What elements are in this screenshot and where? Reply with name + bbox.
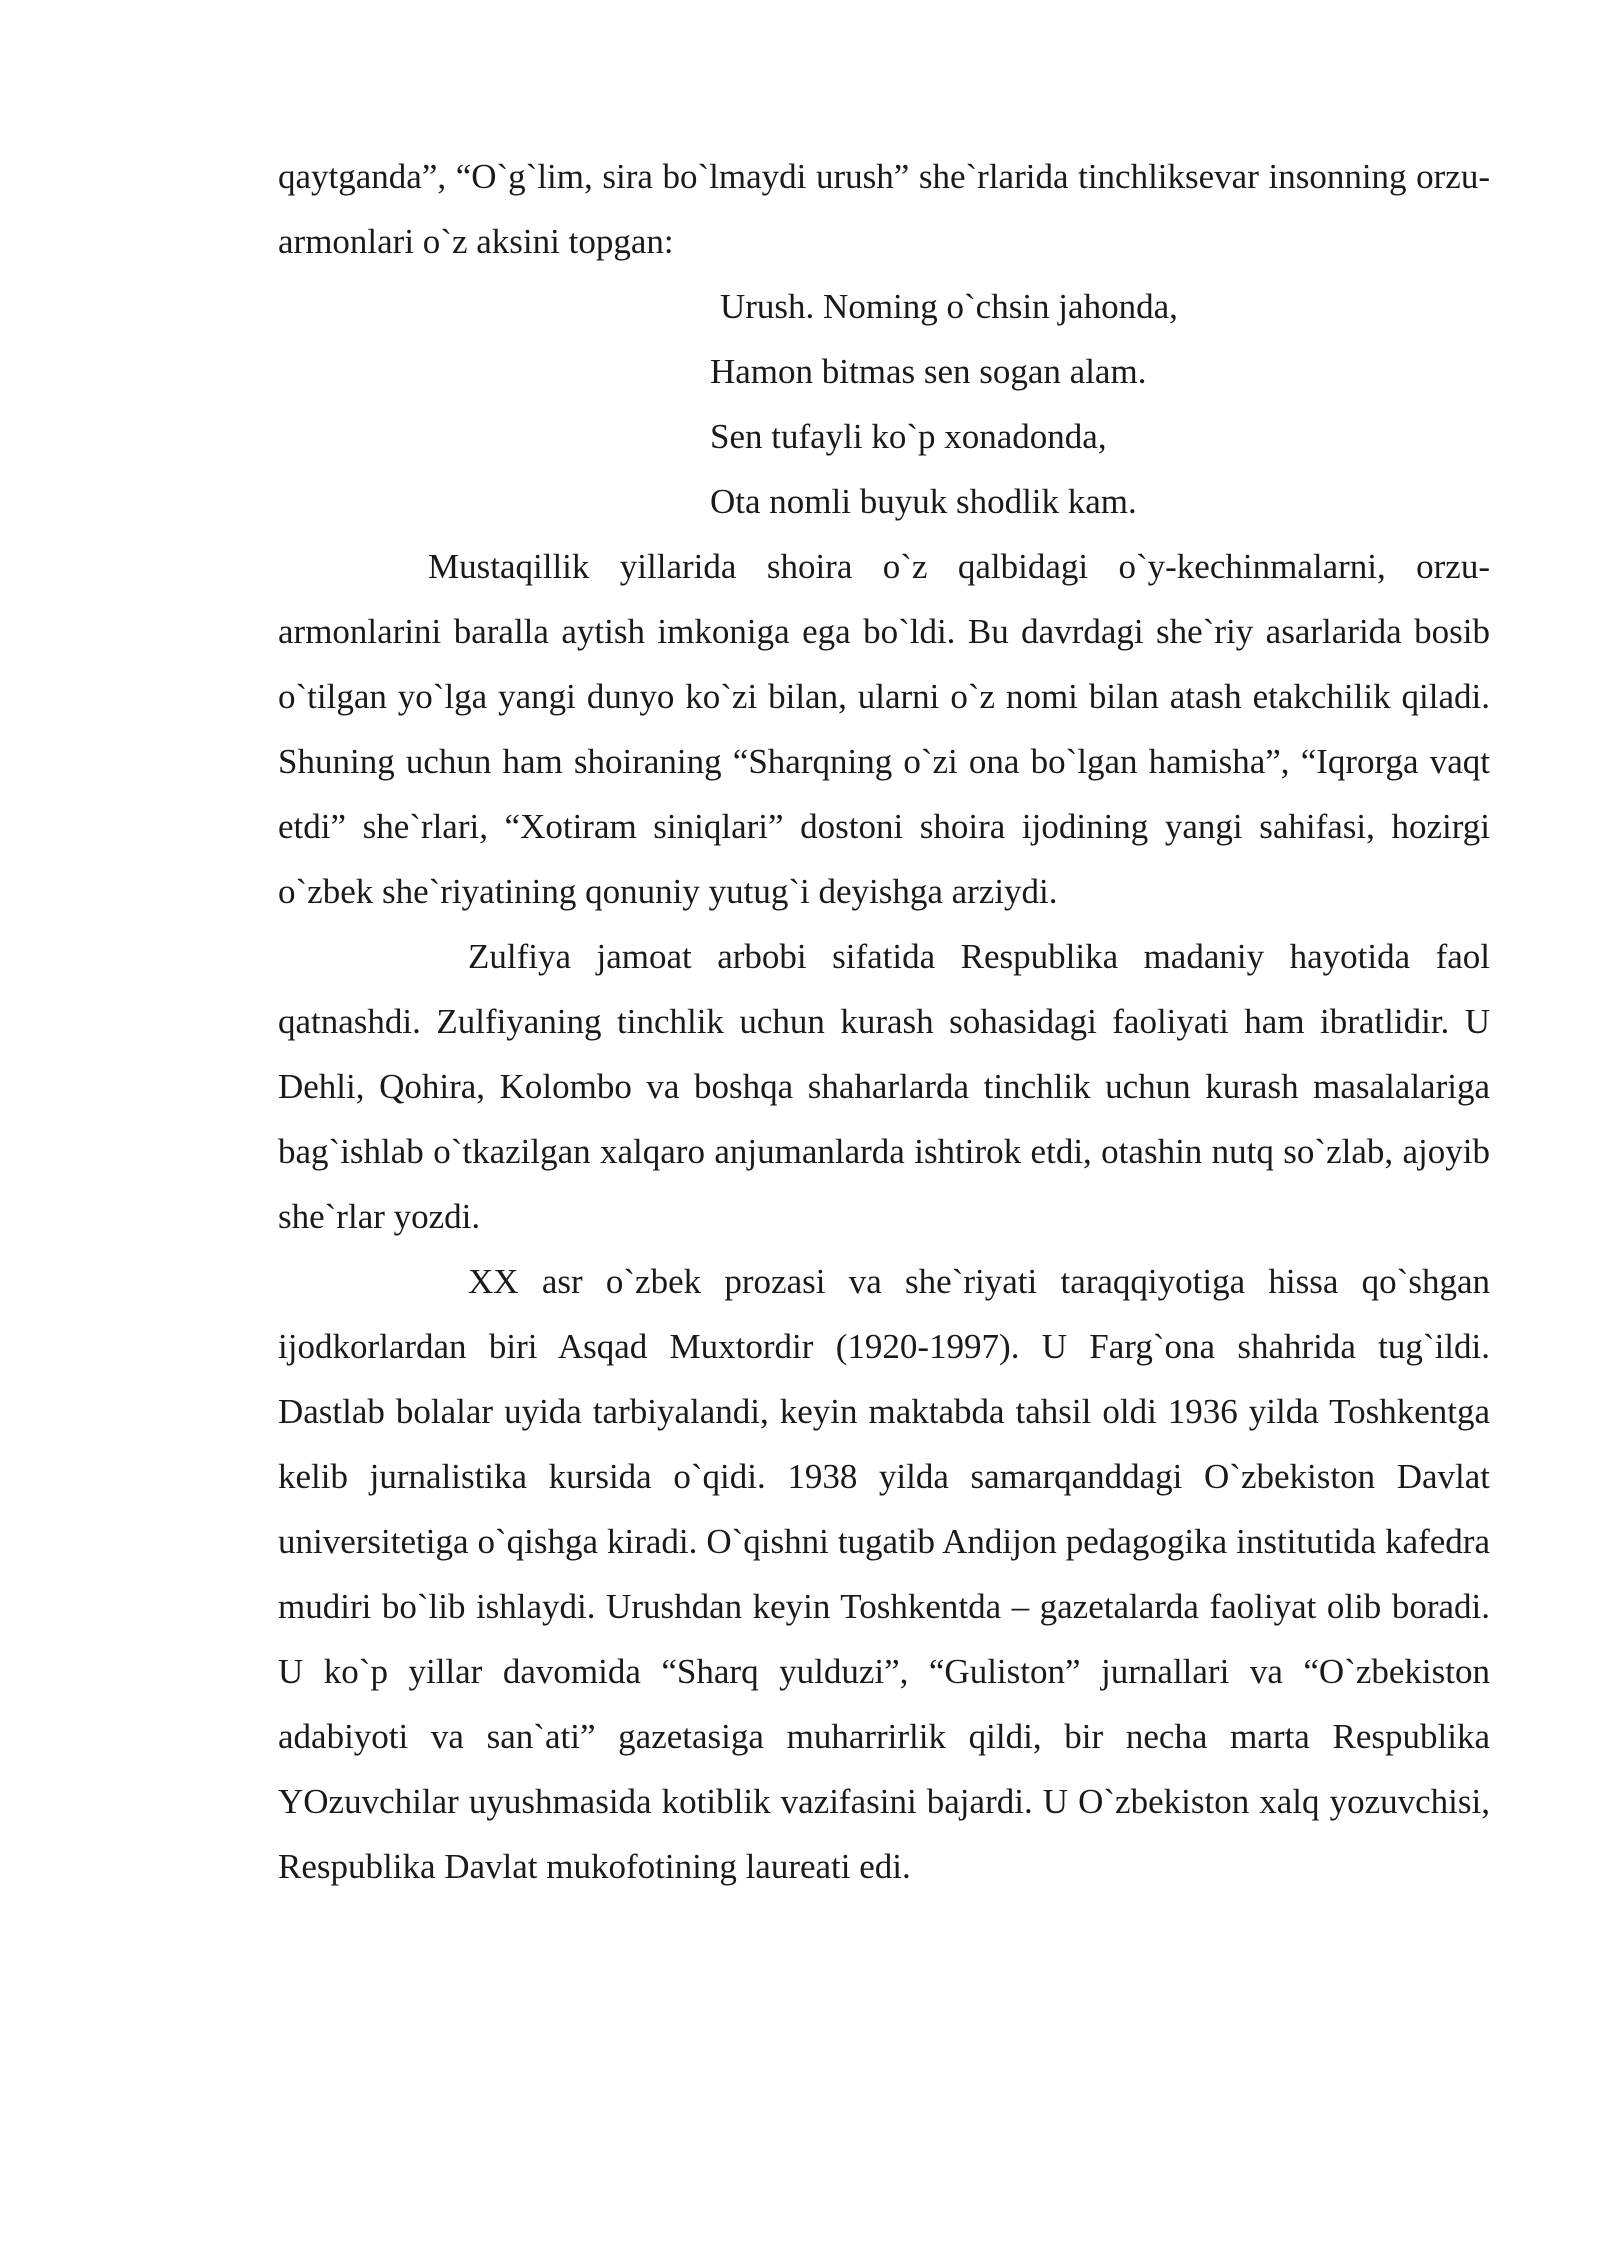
poem-line-2: Hamon bitmas sen sogan alam. — [710, 352, 1147, 391]
paragraph-asqad-muxtor: XX asr o`zbek prozasi va she`riyati taraqqiyotiga hissa qo`shgan ijodkorlardan biri Asqad Muxtordir (1920-1997). U Farg`ona shahrida tug`ildi. Dastlab bolalar uyida tarbiyalandi, keyin maktabda tahsil oldi 1936 yilda Toshkentga kelib jurnalistika kursida o`qidi. 1938 yilda samarqanddagi O`zbekiston Davlat universitetiga o`qishga kiradi. O`qishni tugatib Andijon pedagogika institutida kafedra mudiri bo`lib ishlaydi. Urushdan keyin Toshkentda – gazetalarda faoliyat olib boradi. U ko`p yillar davomida “Sharq yulduzi”, “Guliston” jurnallari va “O`zbekiston adabiyoti va san`ati” gazetasiga muharrirlik qildi, bir necha marta Respublika YOzuvchilar uyushmasida kotiblik vazifasini bajardi. U O`zbekiston xalq yozuvchisi, Respublika Davlat mukofotining laureati edi. — [278, 1262, 1490, 1886]
poem-line-1: Urush. Noming o`chsin jahonda, — [720, 287, 1178, 326]
paragraph-zulfiya-public-work: Zulfiya jamoat arbobi sifatida Respublika madaniy hayotida faol qatnashdi. Zulfiyaning tinchlik uchun kurash sohasidagi faoliyati ham ibratlidir. U Dehli, Qohira, Kolombo va boshqa shaharlarda tinchlik uchun kurash masalalariga bag`ishlab o`tkazilgan xalqaro anjumanlarda ishtirok etdi, otashin nutq so`zlab, ajoyib she`rlar yozdi. — [278, 937, 1490, 1236]
poem-line-3: Sen tufayli ko`p xonadonda, — [710, 417, 1107, 456]
intro-paragraph: qaytganda”, “O`g`lim, sira bo`lmaydi urush” she`rlarida tinchliksevar insonning orzu-armonlari o`z aksini topgan: — [278, 157, 1490, 261]
poem-line-4: Ota nomli buyuk shodlik kam. — [710, 482, 1137, 521]
poem-stanza — [278, 274, 1490, 534]
page-body — [278, 144, 1490, 1899]
paragraph-independence-years: Mustaqillik yillarida shoira o`z qalbidagi o`y-kechinmalarni, orzu-armonlarini baralla aytish imkoniga ega bo`ldi. Bu davrdagi she`riy asarlarida bosib o`tilgan yo`lga yangi dunyo ko`zi bilan, ularni o`z nomi bilan atash etakchilik qiladi. Shuning uchun ham shoiraning “Sharqning o`zi ona bo`lgan hamisha”, “Iqrorga vaqt etdi” she`rlari, “Xotiram siniqlari” dostoni shoira ijodining yangi sahifasi, hozirgi o`zbek she`riyatining qonuniy yutug`i deyishga arziydi. — [278, 547, 1490, 911]
